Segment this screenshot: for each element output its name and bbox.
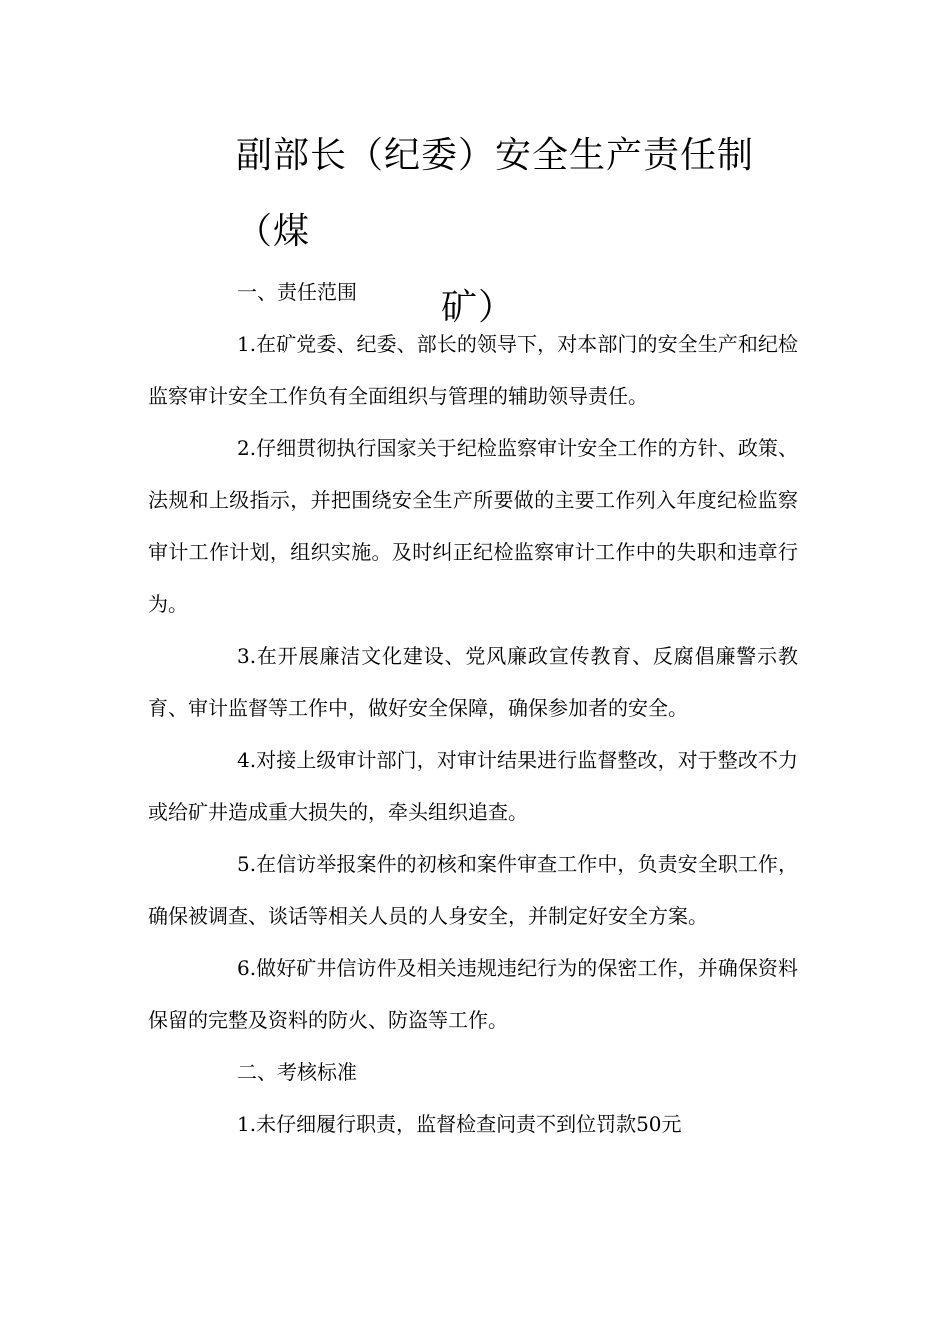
title-line-2: 矿） <box>441 287 516 328</box>
section-heading-scope: 一、责任范围 <box>237 280 357 304</box>
paragraph-item-1: 1.在矿党委、纪委、部长的领导下，对本部门的安全生产和纪检监察审计安全工作负有全面组织与管理的辅助领导责任。 <box>148 332 798 408</box>
section-heading-assessment: 二、考核标准 <box>237 1060 357 1084</box>
paragraph-item-4: 4.对接上级审计部门，对审计结果进行监督整改，对于整改不力或给矿井造成重大损失的，牵头组织追查。 <box>148 748 798 824</box>
paragraph-item-6: 6.做好矿井信访件及相关违规违纪行为的保密工作，并确保资料保留的完整及资料的防火、防盗等工作。 <box>148 956 798 1032</box>
paragraph-assessment-1: 1.未仔细履行职责，监督检查问责不到位罚款50元 <box>237 1112 682 1136</box>
paragraph-item-2: 2.仔细贯彻执行国家关于纪检监察审计安全工作的方针、政策、法规和上级指示，并把围绕安全生产所要做的主要工作列入年度纪检监察审计工作计划，组织实施。及时纠正纪检监察审计工作中的失职和违章行为。 <box>148 436 798 616</box>
document-body <box>148 266 798 1150</box>
title-line-1: 副部长（纪委）安全生产责任制（煤 <box>236 135 755 252</box>
paragraph-item-5: 5.在信访举报案件的初核和案件审查工作中，负责安全职工作，确保被调查、谈话等相关人员的人身安全，并制定好安全方案。 <box>148 852 798 928</box>
paragraph-item-3: 3.在开展廉洁文化建设、党风廉政宣传教育、反腐倡廉警示教育、审计监督等工作中，做好安全保障，确保参加者的安全。 <box>148 644 798 720</box>
